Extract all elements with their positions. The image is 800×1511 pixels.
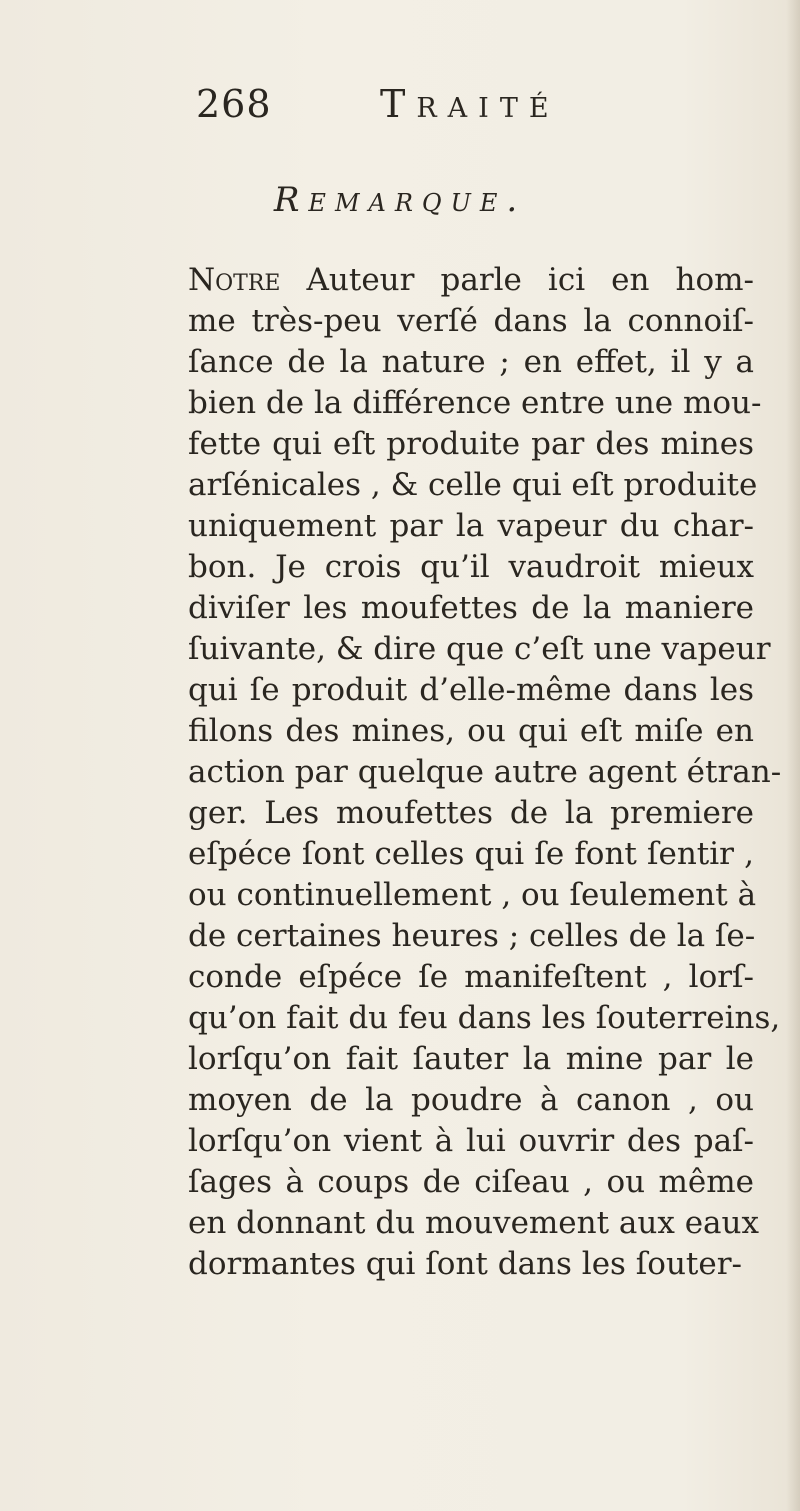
text-line: ſance de la nature ; en effet, il y a [188,344,754,380]
text-line: uniquement par la vapeur du char- [188,508,754,544]
text-line: bon. Je crois qu’il vaudroit mieux [188,549,754,585]
running-title: Traité [380,82,560,126]
page-edge-shadow [786,0,800,1511]
text-line: fette qui eſt produite par des mines [188,426,754,462]
text-line: lorſqu’on fait ſauter la mine par le [188,1041,754,1077]
text-line-content: Auteur parle ici en hom- [306,262,755,298]
text-line: bien de la différence entre une mou- [188,385,762,421]
section-heading: Remarque. [273,180,527,220]
body-paragraph [188,260,782,1285]
text-line: ger. Les moufettes de la premiere [188,795,754,831]
text-line: dormantes qui ſont dans les ſouter- [188,1246,743,1282]
text-line: diviſer les moufettes de la maniere [188,590,754,626]
text-line: lorſqu’on vient à lui ouvrir des paſ- [188,1123,754,1159]
text-line: action par quelque autre agent étran- [188,754,782,790]
text-line: qui ſe produit d’elle-même dans les [188,672,754,708]
text-line: qu’on fait du feu dans les ſouterreins, [188,1000,781,1036]
text-line: ſuivante, & dire que c’eſt une vapeur [188,631,771,667]
text-line: eſpéce ſont celles qui ſe font ſentir , [188,836,754,872]
opening-word: Notre [188,262,281,298]
page-header [0,82,800,142]
text-line [188,260,754,301]
text-line: ſages à coups de ciſeau , ou même [188,1164,754,1200]
page-number: 268 [196,82,272,126]
text-line: conde eſpéce ſe manifeſtent , lorſ- [188,959,754,995]
text-line: me très-peu verſé dans la connoiſ- [188,303,754,339]
text-line: en donnant du mouvement aux eaux [188,1205,759,1241]
text-line: moyen de la poudre à canon , ou [188,1082,754,1118]
text-line: de certaines heures ; celles de la ſe- [188,918,756,954]
text-line: ou continuellement , ou ſeulement à [188,877,757,913]
text-line: arſénicales , & celle qui eſt produite [188,467,758,503]
text-line: filons des mines, ou qui eſt miſe en [188,713,754,749]
